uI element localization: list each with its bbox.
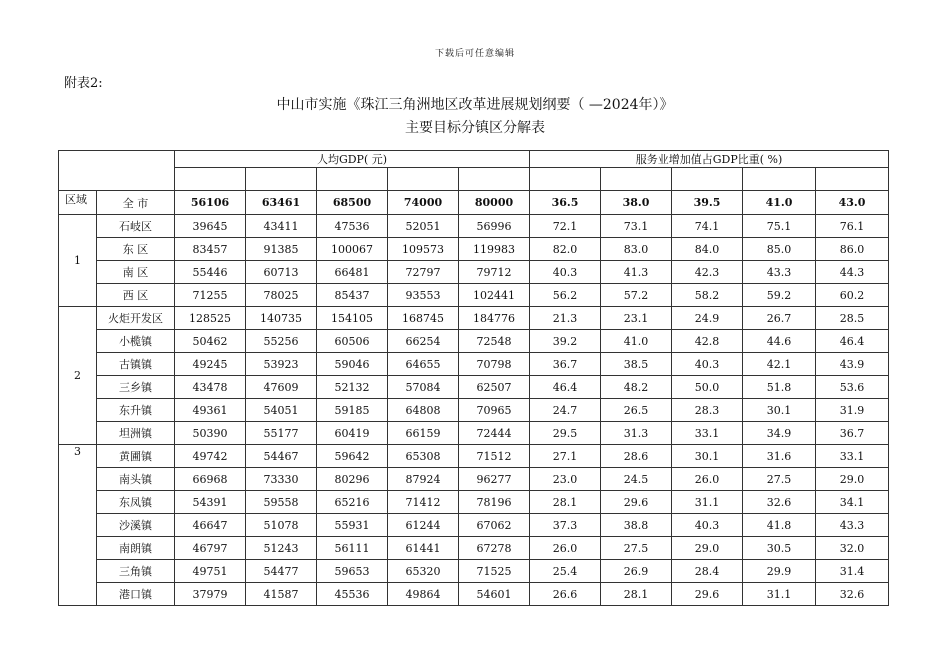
table-row	[59, 261, 889, 284]
service-share-cell: 25.4	[530, 560, 601, 583]
gdp-cell: 65216	[317, 491, 388, 514]
gdp-cell: 119983	[459, 238, 530, 261]
district-name: 南头镇	[97, 468, 175, 491]
service-share-cell: 26.7	[743, 307, 816, 330]
gdp-cell: 72797	[388, 261, 459, 284]
gdp-cell: 78025	[246, 284, 317, 307]
district-name: 西 区	[97, 284, 175, 307]
service-share-cell: 30.5	[743, 537, 816, 560]
zone-label: 3	[59, 445, 97, 606]
service-share-cell: 26.0	[530, 537, 601, 560]
service-share-cell: 26.0	[672, 468, 743, 491]
city-gdp-cell: 56106	[175, 191, 246, 215]
gdp-cell: 46647	[175, 514, 246, 537]
table-row	[59, 445, 889, 468]
gdp-cell: 41587	[246, 583, 317, 606]
table-row	[59, 238, 889, 261]
service-share-cell: 26.6	[530, 583, 601, 606]
city-gdp-cell: 63461	[246, 191, 317, 215]
gdp-cell: 45536	[317, 583, 388, 606]
gdp-cell: 54467	[246, 445, 317, 468]
gdp-cell: 100067	[317, 238, 388, 261]
table-row	[59, 376, 889, 399]
gdp-cell: 72444	[459, 422, 530, 445]
service-share-cell: 53.6	[816, 376, 889, 399]
city-total-label: 全 市	[97, 191, 175, 215]
table-row	[59, 353, 889, 376]
gdp-cell: 102441	[459, 284, 530, 307]
district-name: 火炬开发区	[97, 307, 175, 330]
service-share-cell: 41.0	[601, 330, 672, 353]
gdp-cell: 109573	[388, 238, 459, 261]
service-share-cell: 60.2	[816, 284, 889, 307]
service-share-cell: 41.3	[601, 261, 672, 284]
city-service-cell: 38.0	[601, 191, 672, 215]
gdp-cell: 70965	[459, 399, 530, 422]
year-header-cell	[816, 168, 889, 191]
gdp-cell: 55256	[246, 330, 317, 353]
gdp-cell: 168745	[388, 307, 459, 330]
service-share-cell: 31.9	[816, 399, 889, 422]
service-share-cell: 73.1	[601, 215, 672, 238]
table-row	[59, 330, 889, 353]
service-share-cell: 27.1	[530, 445, 601, 468]
service-share-cell: 36.7	[530, 353, 601, 376]
gdp-cell: 80296	[317, 468, 388, 491]
city-service-cell: 36.5	[530, 191, 601, 215]
table-row	[59, 284, 889, 307]
service-share-cell: 23.1	[601, 307, 672, 330]
service-share-cell: 34.9	[743, 422, 816, 445]
service-share-cell: 40.3	[672, 514, 743, 537]
table-row	[59, 307, 889, 330]
service-share-cell: 31.6	[743, 445, 816, 468]
table-row	[59, 491, 889, 514]
gdp-cell: 62507	[459, 376, 530, 399]
gdp-cell: 66481	[317, 261, 388, 284]
service-share-cell: 44.6	[743, 330, 816, 353]
district-name: 古镇镇	[97, 353, 175, 376]
gdp-cell: 56996	[459, 215, 530, 238]
year-header-cell	[530, 168, 601, 191]
gdp-cell: 93553	[388, 284, 459, 307]
service-share-cell: 56.2	[530, 284, 601, 307]
service-share-cell: 31.3	[601, 422, 672, 445]
gdp-cell: 54391	[175, 491, 246, 514]
service-share-cell: 28.5	[816, 307, 889, 330]
gdp-cell: 60713	[246, 261, 317, 284]
gdp-cell: 52132	[317, 376, 388, 399]
gdp-cell: 43478	[175, 376, 246, 399]
gdp-cell: 59046	[317, 353, 388, 376]
table-row	[59, 468, 889, 491]
service-share-cell: 44.3	[816, 261, 889, 284]
service-share-cell: 24.5	[601, 468, 672, 491]
service-share-cell: 29.9	[743, 560, 816, 583]
gdp-cell: 49864	[388, 583, 459, 606]
gdp-cell: 49742	[175, 445, 246, 468]
gdp-cell: 71412	[388, 491, 459, 514]
gdp-cell: 59642	[317, 445, 388, 468]
service-share-cell: 82.0	[530, 238, 601, 261]
service-share-cell: 31.1	[672, 491, 743, 514]
region-label: 区域	[59, 191, 97, 215]
service-share-cell: 57.2	[601, 284, 672, 307]
gdp-cell: 60506	[317, 330, 388, 353]
gdp-cell: 70798	[459, 353, 530, 376]
gdp-cell: 37979	[175, 583, 246, 606]
service-share-cell: 74.1	[672, 215, 743, 238]
year-header-cell	[459, 168, 530, 191]
target-table	[58, 150, 889, 606]
city-gdp-cell: 80000	[459, 191, 530, 215]
gdp-cell: 140735	[246, 307, 317, 330]
service-share-cell: 32.6	[816, 583, 889, 606]
service-share-cell: 38.5	[601, 353, 672, 376]
service-share-cell: 41.8	[743, 514, 816, 537]
service-share-cell: 59.2	[743, 284, 816, 307]
district-name: 三乡镇	[97, 376, 175, 399]
district-name: 南朗镇	[97, 537, 175, 560]
service-share-cell: 36.7	[816, 422, 889, 445]
gdp-cell: 59185	[317, 399, 388, 422]
service-share-cell: 58.2	[672, 284, 743, 307]
service-share-cell: 46.4	[530, 376, 601, 399]
gdp-cell: 78196	[459, 491, 530, 514]
district-name: 东凤镇	[97, 491, 175, 514]
table-row	[59, 399, 889, 422]
service-share-cell: 29.6	[672, 583, 743, 606]
service-share-cell: 29.0	[816, 468, 889, 491]
gdp-cell: 128525	[175, 307, 246, 330]
service-share-cell: 26.5	[601, 399, 672, 422]
city-service-cell: 39.5	[672, 191, 743, 215]
year-header-cell	[175, 168, 246, 191]
service-share-cell: 42.8	[672, 330, 743, 353]
service-share-cell: 30.1	[672, 445, 743, 468]
gdp-cell: 54601	[459, 583, 530, 606]
city-service-cell: 41.0	[743, 191, 816, 215]
service-share-cell: 86.0	[816, 238, 889, 261]
group-header-gdp: 人均GDP( 元)	[175, 151, 530, 168]
gdp-cell: 79712	[459, 261, 530, 284]
service-share-cell: 75.1	[743, 215, 816, 238]
gdp-cell: 73330	[246, 468, 317, 491]
service-share-cell: 29.6	[601, 491, 672, 514]
gdp-cell: 66159	[388, 422, 459, 445]
gdp-cell: 65308	[388, 445, 459, 468]
gdp-cell: 46797	[175, 537, 246, 560]
gdp-cell: 87924	[388, 468, 459, 491]
year-header-cell	[317, 168, 388, 191]
service-share-cell: 83.0	[601, 238, 672, 261]
group-header-service: 服务业增加值占GDP比重( %)	[530, 151, 889, 168]
gdp-cell: 85437	[317, 284, 388, 307]
district-name: 东 区	[97, 238, 175, 261]
year-header-cell	[743, 168, 816, 191]
zone-label: 1	[59, 215, 97, 307]
service-share-cell: 28.1	[530, 491, 601, 514]
city-gdp-cell: 74000	[388, 191, 459, 215]
gdp-cell: 52051	[388, 215, 459, 238]
service-share-cell: 28.1	[601, 583, 672, 606]
service-share-cell: 29.5	[530, 422, 601, 445]
gdp-cell: 66968	[175, 468, 246, 491]
table-row	[59, 514, 889, 537]
service-share-cell: 50.0	[672, 376, 743, 399]
gdp-cell: 71512	[459, 445, 530, 468]
gdp-cell: 61441	[388, 537, 459, 560]
service-share-cell: 34.1	[816, 491, 889, 514]
district-name: 南 区	[97, 261, 175, 284]
gdp-cell: 154105	[317, 307, 388, 330]
service-share-cell: 51.8	[743, 376, 816, 399]
gdp-cell: 51078	[246, 514, 317, 537]
zone-label: 2	[59, 307, 97, 445]
gdp-cell: 47609	[246, 376, 317, 399]
gdp-cell: 67062	[459, 514, 530, 537]
header-note: 下载后可任意编辑	[434, 49, 515, 59]
gdp-cell: 56111	[317, 537, 388, 560]
service-share-cell: 28.3	[672, 399, 743, 422]
service-share-cell: 40.3	[530, 261, 601, 284]
gdp-cell: 83457	[175, 238, 246, 261]
gdp-cell: 50462	[175, 330, 246, 353]
service-share-cell: 21.3	[530, 307, 601, 330]
doc-title-line2: 主要目标分镇区分解表	[405, 120, 545, 136]
service-share-cell: 27.5	[743, 468, 816, 491]
service-share-cell: 26.9	[601, 560, 672, 583]
service-share-cell: 31.1	[743, 583, 816, 606]
gdp-cell: 39645	[175, 215, 246, 238]
gdp-cell: 64808	[388, 399, 459, 422]
district-name: 黄圃镇	[97, 445, 175, 468]
gdp-cell: 67278	[459, 537, 530, 560]
service-share-cell: 28.6	[601, 445, 672, 468]
service-share-cell: 46.4	[816, 330, 889, 353]
year-header-cell	[601, 168, 672, 191]
service-share-cell: 76.1	[816, 215, 889, 238]
gdp-cell: 49245	[175, 353, 246, 376]
service-share-cell: 43.3	[816, 514, 889, 537]
service-share-cell: 84.0	[672, 238, 743, 261]
year-header-cell	[246, 168, 317, 191]
year-header-cell	[388, 168, 459, 191]
service-share-cell: 39.2	[530, 330, 601, 353]
service-share-cell: 72.1	[530, 215, 601, 238]
appendix-label: 附表2:	[64, 76, 103, 91]
service-share-cell: 24.7	[530, 399, 601, 422]
service-share-cell: 42.3	[672, 261, 743, 284]
district-name: 三角镇	[97, 560, 175, 583]
service-share-cell: 31.4	[816, 560, 889, 583]
gdp-cell: 54051	[246, 399, 317, 422]
district-name: 小榄镇	[97, 330, 175, 353]
city-service-cell: 43.0	[816, 191, 889, 215]
service-share-cell: 43.9	[816, 353, 889, 376]
service-share-cell: 48.2	[601, 376, 672, 399]
table-row	[59, 583, 889, 606]
gdp-cell: 66254	[388, 330, 459, 353]
service-share-cell: 24.9	[672, 307, 743, 330]
header-blank-cell	[59, 151, 175, 191]
gdp-cell: 55446	[175, 261, 246, 284]
gdp-cell: 71255	[175, 284, 246, 307]
district-name: 东升镇	[97, 399, 175, 422]
service-share-cell: 42.1	[743, 353, 816, 376]
gdp-cell: 49751	[175, 560, 246, 583]
city-gdp-cell: 68500	[317, 191, 388, 215]
district-name: 沙溪镇	[97, 514, 175, 537]
gdp-cell: 184776	[459, 307, 530, 330]
gdp-cell: 43411	[246, 215, 317, 238]
service-share-cell: 37.3	[530, 514, 601, 537]
service-share-cell: 29.0	[672, 537, 743, 560]
gdp-cell: 54477	[246, 560, 317, 583]
district-name: 坦洲镇	[97, 422, 175, 445]
gdp-cell: 51243	[246, 537, 317, 560]
gdp-cell: 71525	[459, 560, 530, 583]
table-row	[59, 215, 889, 238]
gdp-cell: 47536	[317, 215, 388, 238]
table-row	[59, 560, 889, 583]
service-share-cell: 40.3	[672, 353, 743, 376]
gdp-cell: 96277	[459, 468, 530, 491]
service-share-cell: 43.3	[743, 261, 816, 284]
gdp-cell: 49361	[175, 399, 246, 422]
service-share-cell: 38.8	[601, 514, 672, 537]
service-share-cell: 33.1	[816, 445, 889, 468]
gdp-cell: 59558	[246, 491, 317, 514]
service-share-cell: 32.0	[816, 537, 889, 560]
gdp-cell: 50390	[175, 422, 246, 445]
service-share-cell: 30.1	[743, 399, 816, 422]
gdp-cell: 55931	[317, 514, 388, 537]
gdp-cell: 60419	[317, 422, 388, 445]
gdp-cell: 55177	[246, 422, 317, 445]
service-share-cell: 23.0	[530, 468, 601, 491]
gdp-cell: 65320	[388, 560, 459, 583]
gdp-cell: 91385	[246, 238, 317, 261]
doc-title-line1: 中山市实施《珠江三角洲地区改革进展规划纲要（ —2024年）》	[276, 97, 674, 113]
district-name: 港口镇	[97, 583, 175, 606]
service-share-cell: 32.6	[743, 491, 816, 514]
service-share-cell: 33.1	[672, 422, 743, 445]
gdp-cell: 57084	[388, 376, 459, 399]
gdp-cell: 61244	[388, 514, 459, 537]
table-row	[59, 422, 889, 445]
gdp-cell: 64655	[388, 353, 459, 376]
service-share-cell: 27.5	[601, 537, 672, 560]
year-header-cell	[672, 168, 743, 191]
gdp-cell: 59653	[317, 560, 388, 583]
gdp-cell: 72548	[459, 330, 530, 353]
service-share-cell: 28.4	[672, 560, 743, 583]
gdp-cell: 53923	[246, 353, 317, 376]
district-name: 石岐区	[97, 215, 175, 238]
service-share-cell: 85.0	[743, 238, 816, 261]
table-row	[59, 537, 889, 560]
